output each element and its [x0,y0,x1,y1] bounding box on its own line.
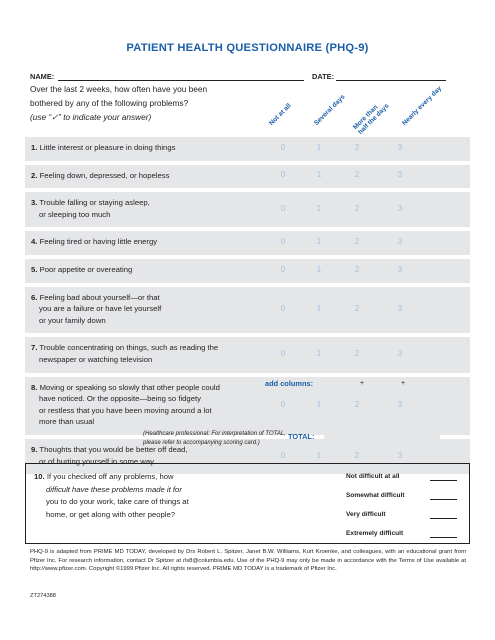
question-7-option-2[interactable]: 2 [354,349,360,358]
question-6-option-0[interactable]: 0 [280,304,286,313]
row-separator [25,373,470,377]
question-8-option-1[interactable]: 1 [316,399,322,409]
question-5-option-1[interactable]: 1 [316,264,322,274]
question-3-option-3[interactable]: 3 [397,203,403,213]
row-separator [25,255,470,259]
name-field[interactable] [58,80,304,81]
column-sum-box-2[interactable] [366,377,398,391]
question-number: 8. [31,382,38,392]
question-line: Thoughts that you would be better off dead, [39,445,188,454]
question-number: 9. [31,445,38,454]
question-9-option-3[interactable]: 3 [397,450,403,460]
instructions-line-1: Over the last 2 weeks, how often have you been [30,84,208,94]
question-8-option-0[interactable]: 0 [280,399,286,409]
question-3-option-2[interactable]: 2 [354,203,360,213]
question-line: or restless that you have been moving around a lot [39,405,212,415]
question-line: Poor appetite or overeating [39,265,133,274]
question-line: newspaper or watching television [39,354,153,364]
question-line: Trouble concentrating on things, such as reading the [39,343,219,353]
question-line: Trouble falling or staying asleep, [39,198,150,208]
q10-option-not-difficult: Not difficult at all [346,473,400,480]
question-10-line-2: difficult have these problems made it for [46,484,182,494]
instructions-line-3: (use “✓” to indicate your answer) [30,112,152,122]
question-2-option-1[interactable]: 1 [316,170,322,180]
q10-option-very-difficult: Very difficult [346,511,386,518]
question-5-option-3[interactable]: 3 [397,264,403,274]
total-label: TOTAL: [288,432,315,441]
question-10-text [34,471,244,521]
question-8-text [31,382,220,428]
hcp-note-line-2: please refer to accompanying scoring card.) [143,439,260,446]
question-5-text [31,264,132,276]
question-line: more than usual [39,417,95,427]
question-9-option-2[interactable]: 2 [354,450,360,460]
q10-answer-very-difficult[interactable] [430,518,457,519]
q10-answer-not-difficult[interactable] [430,480,457,481]
question-5-option-2[interactable]: 2 [354,264,360,274]
instructions-line-2: bothered by any of the following problems? [30,98,189,108]
question-6-option-3[interactable]: 3 [397,304,403,313]
question-line: or your family down [39,315,106,325]
question-2-option-0[interactable]: 0 [280,170,286,180]
name-label: NAME: [30,72,55,81]
question-line: you are a failure or have let yourself [39,304,162,314]
question-number: 5. [31,265,38,274]
question-6-option-2[interactable]: 2 [354,304,360,313]
question-4-text [31,236,157,248]
question-6-text [31,292,161,327]
question-7-text [31,342,218,365]
question-5-option-0[interactable]: 0 [280,264,286,274]
question-2-text [31,170,169,182]
question-4-option-0[interactable]: 0 [280,237,286,247]
question-7-option-3[interactable]: 3 [397,349,403,358]
questions-table [25,137,470,474]
question-2-option-2[interactable]: 2 [354,170,360,180]
column-header-not-at-all: Not at all [268,102,293,127]
q10-answer-somewhat-difficult[interactable] [430,499,457,500]
question-line: or sleeping too much [39,209,111,219]
question-line: Little interest or pleasure in doing things [39,143,176,152]
question-1-option-2[interactable]: 2 [354,142,360,152]
question-number: 7. [31,343,38,353]
question-number: 3. [31,198,38,208]
row-separator [25,283,470,287]
question-1-option-1[interactable]: 1 [316,142,322,152]
column-header-more-than-half: More than half the days [352,102,391,136]
question-line: have noticed. Or the opposite—being so fidgety [39,394,201,404]
question-number: 2. [31,170,38,180]
question-number: 4. [31,237,38,247]
question-8-option-2[interactable]: 2 [354,399,360,409]
question-10-line-4: home, or get along with other people? [46,509,176,519]
question-9-option-0[interactable]: 0 [280,450,286,460]
question-1-option-0[interactable]: 0 [280,142,286,152]
question-3-option-1[interactable]: 1 [316,203,322,213]
question-4-option-3[interactable]: 3 [397,237,403,247]
page-title: PATIENT HEALTH QUESTIONNAIRE (PHQ-9) [126,42,369,54]
question-7-option-1[interactable]: 1 [316,349,322,358]
hcp-note-line-1: (Healthcare professional: For interpretation of TOTAL, [143,431,286,437]
hcp-note [143,430,286,447]
instructions [30,82,260,124]
q10-option-somewhat-difficult: Somewhat difficult [346,492,405,499]
footer-text: PHQ-9 is adapted from PRIME MD TODAY, developed by Drs Robert L. Spitzer, Janet B.W. Williams, Kurt Kroenke, and colleagues, with an educational grant from Pfizer Inc. For research information, contact Dr Spitzer at rls8@columbia.edu. Use of the PHQ-9 may only be made in accordance with the Terms of Use available at http://www.pfizer.com. Copyright ©1999 Pfizer Inc. All rights reserved. PRIME MD TODAY is a trademark of Pfizer Inc. [30,549,466,573]
question-10-line-1: If you checked off any problems, how [46,472,174,481]
question-line: Feeling tired or having little energy [39,237,158,247]
question-7-option-0[interactable]: 0 [280,349,286,358]
row-separator [25,188,470,192]
q10-option-extremely-difficult: Extremely difficult [346,530,404,537]
question-10-box [25,463,470,544]
question-line: Feeling bad about yourself—or that [39,292,160,302]
question-3-option-0[interactable]: 0 [280,203,286,213]
question-10-line-3: you to do your work, take care of things at [46,497,189,507]
column-header-nearly-every-day: Nearly every day [401,84,444,127]
date-field[interactable] [336,80,446,81]
form-code: ZT274388 [30,593,56,599]
row-separator [25,161,470,165]
row-separator [25,227,470,231]
question-line: Moving or speaking so slowly that other people could [39,382,220,392]
question-4-option-2[interactable]: 2 [354,237,360,247]
add-columns-label: add columns: [265,379,314,388]
question-line: Feeling down, depressed, or hopeless [39,170,170,180]
question-9-option-1[interactable]: 1 [316,450,322,460]
question-number: 6. [31,292,38,302]
question-3-text [31,197,150,220]
column-sum-box-3[interactable] [408,377,440,391]
question-8-option-3[interactable]: 3 [397,399,403,409]
total-box[interactable] [324,428,440,442]
q10-answer-extremely-difficult[interactable] [430,537,457,538]
question-6-option-1[interactable]: 1 [316,304,322,313]
question-number: 1. [31,143,38,152]
question-1-text [31,142,175,154]
column-header-several-days: Several days [313,93,347,127]
question-2-option-3[interactable]: 3 [397,170,403,180]
row-separator [25,333,470,337]
question-10-number: 10. [34,472,45,481]
plus-sign: + [360,380,365,387]
question-line: or of hurting yourself in some way [39,456,154,466]
date-label: DATE: [312,72,335,81]
plus-sign: + [401,380,406,387]
column-sum-box-1[interactable] [324,377,356,391]
question-4-option-1[interactable]: 1 [316,237,322,247]
question-1-option-3[interactable]: 3 [397,142,403,152]
